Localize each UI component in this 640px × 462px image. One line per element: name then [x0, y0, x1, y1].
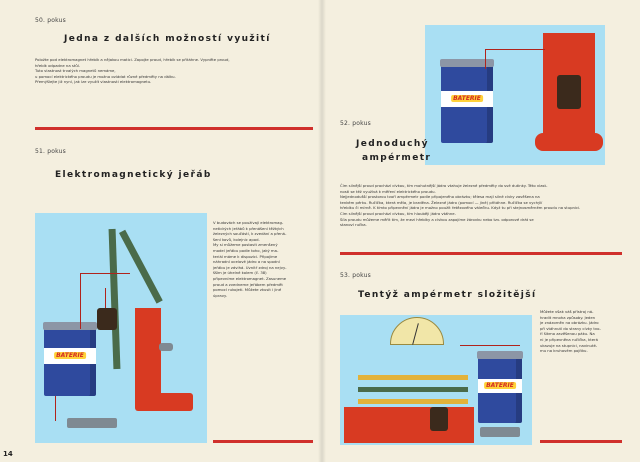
red-divider: [35, 127, 313, 130]
battery-image: [441, 65, 493, 143]
crane-crank: [159, 343, 173, 351]
lever-bar: [358, 399, 468, 404]
exp50-line: Tuto vlastnost trvalých magnetů nemáme,: [35, 68, 116, 74]
exp50-title: Jedna z dalších možností využití: [64, 34, 271, 44]
wire: [485, 49, 545, 50]
book-gutter: [318, 0, 326, 462]
exp52-line: Čím silnější proud prochází cívkou, tím mohutnější jádro vtahuje železné předměty do své dutinky. Této vlast-: [340, 183, 548, 188]
exp50-line: Přemýšlejte již nyní, jak lze využít vlastnosti elektromagnetu.: [35, 79, 152, 85]
battery-image: [478, 357, 522, 423]
wire: [80, 273, 130, 274]
exp50-body: [35, 57, 305, 85]
ammeter-coil: [557, 75, 581, 109]
lever-bar: [358, 387, 468, 392]
exp52-line: Nejjednodušší prostorou tvoří ampérmetr podle připojeného obrázku; tělesa mají silné cívky zavěšena na: [340, 194, 540, 200]
exp50-line: Položte pod elektromagnet hřebík a nějakou matici. Zapojte proud, hřebík se přitáhne. Vypněte proud,: [35, 57, 230, 62]
exp51-title: Elektromagnetický jeřáb: [55, 170, 212, 180]
battery-cap: [43, 322, 97, 330]
complex-ammeter-illustration: [340, 315, 532, 445]
exp53-line: ří šikmo zavěšenou páku. Na: [540, 331, 595, 337]
exp52-title-line1: Jednoduchý: [356, 139, 429, 149]
battery-brand: BATERIE: [453, 95, 481, 102]
exp51-line: proud a zvedneme jeřábem předmět: [213, 281, 283, 287]
exp51-line: úpravy.: [213, 292, 227, 298]
exp51-number: 51. pokus: [35, 148, 66, 155]
exp53-body: [540, 309, 626, 354]
exp52-line: Cím silnější proud prochází cívkou, tím hlouběji jádro vtáhne.: [340, 210, 456, 216]
wire: [55, 396, 56, 421]
exp52-title-line2: ampérmetr: [362, 153, 432, 163]
exp52-body: [340, 183, 622, 228]
exp52-line: nosti se též využívá k měření elektrického proudu.: [340, 188, 436, 194]
lever-bar: [358, 375, 468, 380]
red-divider: [340, 252, 622, 255]
exp51-body: [213, 220, 315, 298]
exp51-line: železných součástí, k zvedání a přená-: [213, 231, 287, 237]
exp53-line: je znázorněn na obrázku. Jádro: [540, 320, 599, 326]
ammeter-scale: [390, 317, 444, 345]
wire: [485, 49, 486, 69]
exp52-number: 52. pokus: [340, 120, 371, 127]
ammeter-illustration: [425, 25, 605, 165]
exp52-line: Síla proudu můžeme měřit tím, že mezi hřebíky a cívkou zapojíme žárovku nebo tzv. odporové drát se: [340, 216, 534, 222]
exp53-number: 53. pokus: [340, 272, 371, 279]
crane-electromagnet: [97, 308, 117, 330]
exp51-line: V budovách se používají elektromag-: [213, 220, 284, 225]
exp53-line: ni je připevněna ručička, která: [540, 336, 598, 342]
exp53-line: ukazuje na stupnici, navinuté-: [540, 342, 598, 348]
wire: [80, 273, 81, 329]
crane-base: [135, 393, 193, 411]
crane-tower: [135, 308, 161, 403]
exp52-line: hřebíku či mírně. K tímto připevnění jádra je možno použít řetězového válečku. Když tu při stejnosměrném proudu na stupnici.: [340, 205, 581, 211]
battery-image: [44, 328, 96, 396]
exp52-line: stanoví ručka.: [340, 222, 367, 228]
exp51-line: připevníme elektromagnet. Zasuneme: [213, 275, 287, 281]
exp53-line: Můžete však váš přístroj ná-: [540, 309, 594, 314]
ammeter-base: [535, 133, 603, 151]
battery-cap: [477, 351, 523, 359]
exp51-line: šším je úhelné kolem (č. 38): [213, 270, 267, 276]
crane-illustration: [35, 213, 207, 443]
crane-cable: [105, 288, 106, 310]
exp51-line: pomocí rukojeti. Můžete zkusit i jiné: [213, 287, 282, 293]
red-divider: [540, 440, 622, 443]
exp51-line: My si můžeme postavit zmenšený: [213, 242, 278, 248]
switch-plate: [67, 418, 117, 428]
battery-brand: BATERIE: [486, 382, 514, 389]
crane-mast: [109, 229, 121, 369]
wire: [460, 345, 520, 346]
exp51-line: náhradní ocelové jádro a na spodní: [213, 259, 280, 265]
ammeter-base-frame: [344, 407, 474, 443]
page-number: 14: [3, 450, 13, 458]
ammeter-coil: [430, 407, 448, 431]
exp50-line: hřebík odpadne na stůl.: [35, 62, 80, 68]
exp51-line: jeřábu je zdvihá. Uvnitř zdroj na nejvy-: [213, 264, 287, 270]
exp51-line: šení kovů, kolejnic apod.: [213, 236, 260, 242]
battery-brand: BATERIE: [56, 352, 84, 359]
switch-plate: [480, 427, 520, 437]
exp50-number: 50. pokus: [35, 17, 66, 24]
exp51-line: netických jeřábů k přenášení těžkých: [213, 225, 284, 231]
exp51-line: teriál máme k dispozici. Připojíme: [213, 253, 278, 259]
exp53-title: Tentýž ampérmetr složitější: [358, 290, 537, 300]
red-divider: [213, 440, 313, 443]
exp52-line: tenkém pérku. Ručička, která měla, je brzděna. Železné jádro (pomocí — jiné) přitáhne. Ručička se vychýlí: [340, 199, 543, 205]
exp50-line: u pomocí elektrického proudu je možno ovládat různé předměty na dálku.: [35, 73, 176, 79]
exp51-line: model jeřábu podle toho, jaký ma-: [213, 247, 279, 253]
exp53-line: při vtáhnutí do strany cívky tvo-: [540, 325, 601, 331]
exp53-line: mu na kruhovém pojítku.: [540, 348, 588, 354]
crane-boom: [119, 230, 163, 304]
exp53-line: hradit mnoha způsoby. Jeden: [540, 314, 596, 320]
